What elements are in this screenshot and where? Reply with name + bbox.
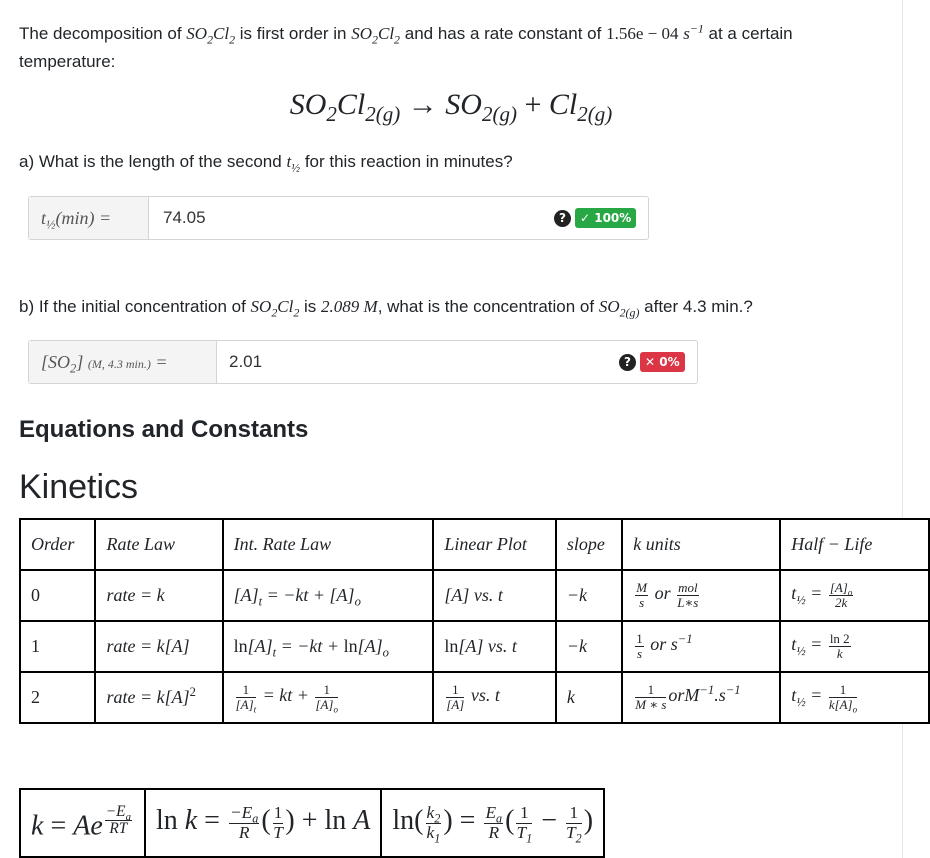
answer-a-label: $t_{\frac{1}{2}}(\min)$ =: [29, 197, 149, 239]
question-b: b) If the initial concentration of $SO_2Cl_2$ is 2.089 M, what is the concentration of $SO_{2(g)}$ after 4.3 min.?: [19, 297, 753, 320]
cell-order: 1: [20, 621, 95, 672]
cell-linear-plot: $\frac{1}{[A]}$ vs. t: [433, 672, 556, 723]
cell-int-rate-law: $[A]_t = -kt + [A]_o$: [223, 570, 434, 621]
answer-b-input[interactable]: 2.01: [229, 352, 263, 371]
score-badge-correct: ✓ 100%: [575, 208, 636, 228]
product-so2: $SO_{2(g)}$: [445, 88, 517, 126]
help-icon[interactable]: ?: [554, 210, 571, 227]
header-k-units: k units: [622, 519, 780, 570]
compound-formula: $SO_2Cl_2$: [186, 24, 236, 47]
header-order: Order: [20, 519, 95, 570]
equation-two-point-arrhenius: ln( $\frac{k_2}{k_1}$ ) = $\frac{E_a}{R}$ ( $\frac{1}{T_1}$ − $\frac{1}{T_2}$ ): [381, 789, 604, 857]
plus-sign: +: [524, 88, 542, 121]
header-rate-law: Rate Law: [95, 519, 222, 570]
equation-linear-arrhenius: ln k = $\frac{-E_a}{R}$ ( $\frac{1}{T}$ ) + ln A: [145, 789, 381, 857]
cell-k-units: $\frac{1}{s}$ or $s^{-1}$: [622, 621, 780, 672]
table-row: [20, 570, 929, 621]
header-half-life: Half − Life: [780, 519, 929, 570]
header-linear-plot: Linear Plot: [433, 519, 556, 570]
cell-linear-plot: ln[A] vs. t: [433, 621, 556, 672]
kinetics-table-wrapper: [0, 518, 930, 738]
answer-b-label: $[SO_2]$ (M, 4.3 min.) =: [29, 341, 217, 383]
cell-slope: −k: [556, 570, 622, 621]
answer-b-group: [28, 340, 698, 384]
cell-k-units: $\frac{M}{s}$ or $\frac{\text{mol}}{L∗s}$: [622, 570, 780, 621]
cell-order: 2: [20, 672, 95, 723]
cell-int-rate-law: $\ln[A]_t = -kt + \ln[A]_o$: [223, 621, 434, 672]
cell-half-life: $t_{\frac{1}{2}}$ = $\frac{\ln 2}{k}$: [780, 621, 929, 672]
reaction-equation: [0, 88, 902, 126]
answer-a-input[interactable]: 74.05: [163, 208, 206, 227]
cell-rate-law: rate = k: [95, 570, 222, 621]
section-title: Equations and Constants: [19, 416, 309, 443]
cell-order: 0: [20, 570, 95, 621]
cell-int-rate-law: $\frac{1}{[A]_t}$ = kt + $\frac{1}{[A]_o}$: [223, 672, 434, 723]
table-row: [20, 621, 929, 672]
table-row: [20, 672, 929, 723]
reactant: $SO_2Cl_{2(g)}$: [289, 88, 401, 126]
header-int-rate-law: Int. Rate Law: [223, 519, 434, 570]
score-badge-incorrect: ✕ 0%: [640, 352, 685, 372]
arrhenius-equations: [19, 788, 605, 858]
cell-half-life: $t_{\frac{1}{2}}$ = $\frac{[A]_o}{2k}$: [780, 570, 929, 621]
equation-arrhenius: k = Ae $^{\frac{-E_a}{RT}}$: [20, 789, 145, 857]
question-a: a) What is the length of the second $t_{\frac{1}{2}}$ for this reaction in minutes?: [19, 152, 513, 175]
cell-rate-law: rate = k[A]: [95, 621, 222, 672]
cell-slope: −k: [556, 621, 622, 672]
compound-formula-2: $SO_2Cl_2$: [351, 24, 400, 47]
cell-k-units: $\frac{1}{M ∗ s}$ $orM^{-1}.s^{-1}$: [622, 672, 780, 723]
answer-a-status: [554, 197, 636, 239]
answer-b-status: [619, 341, 685, 383]
problem-intro: The decomposition of $SO_2Cl_2$ is first order in $SO_2Cl_2$ and has a rate constant of 1.56e − 04 $s^{-1}$ at a certain temperature:: [19, 21, 793, 71]
cell-linear-plot: [A] vs. t: [433, 570, 556, 621]
reaction-arrow: →: [407, 88, 438, 121]
header-slope: slope: [556, 519, 622, 570]
answer-a-group: [28, 196, 649, 240]
table-header-row: [20, 519, 929, 570]
cell-rate-law: rate = $k[A]^2$: [95, 672, 222, 723]
product-cl2: $Cl_{2(g)}$: [548, 88, 613, 126]
help-icon[interactable]: ?: [619, 354, 636, 371]
rate-constant: 1.56e − 04: [606, 24, 679, 43]
subsection-title: Kinetics: [19, 468, 139, 506]
kinetics-table: [19, 518, 930, 724]
cell-half-life: $t_{\frac{1}{2}}$ = $\frac{1}{k[A]_o}$: [780, 672, 929, 723]
rate-units: $s^{-1}$: [683, 21, 704, 43]
cell-slope: k: [556, 672, 622, 723]
